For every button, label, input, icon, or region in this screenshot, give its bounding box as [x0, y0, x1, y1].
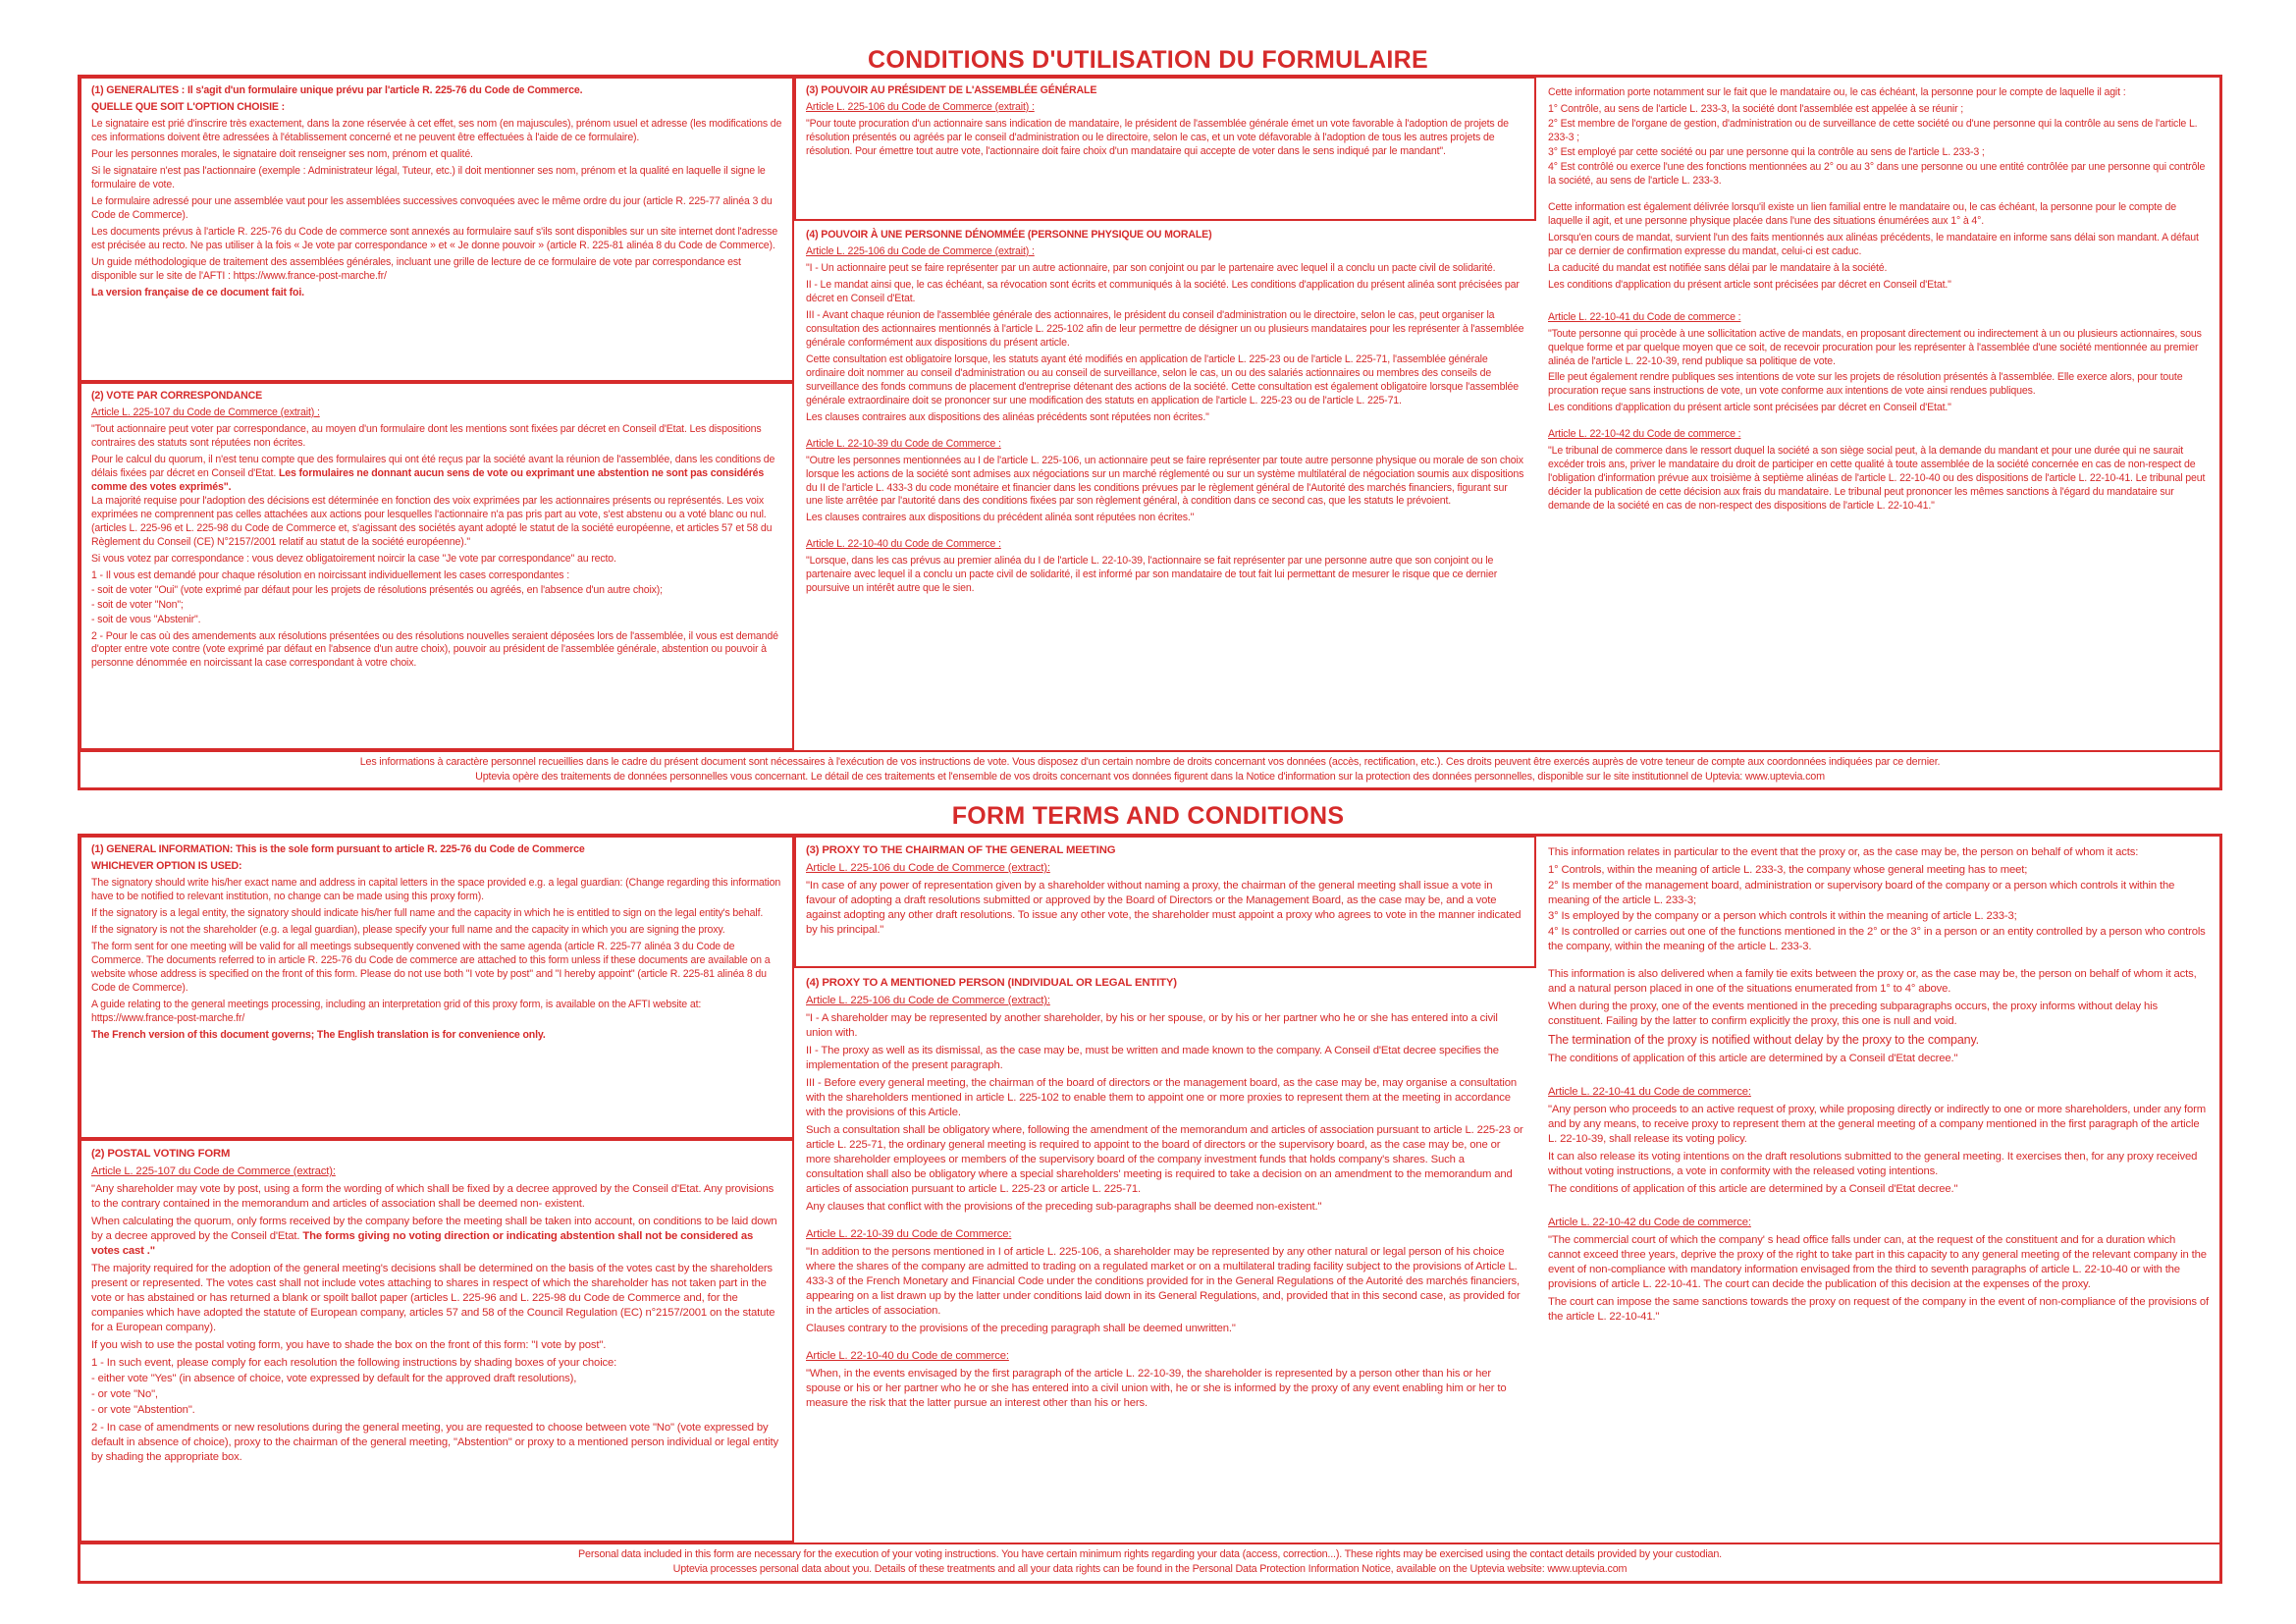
fr-s1-subheading: QUELLE QUE SOIT L'OPTION CHOISIE : [91, 100, 285, 113]
en-right-item: 2° Is member of the management board, administration or supervisory board of the company or a person which controls it within the meaning of the article L. 233-3; [1548, 880, 2175, 907]
fr-section-1 [80, 77, 794, 382]
fr-s2-quote2-text: Pour le calcul du quorum, il n'est tenu compte que des formulaires qui ont été reçus par la société avant la réunion de l'assemblée, dans les conditions de délais fixées par décret en Conseil d'Etat. [91, 453, 775, 479]
en-s4-para: II - The proxy as well as its dismissal, as the case may be, must be written and made known to the company. A Conseil d'Etat decree specifies the implementation of the present paragraph. [806, 1045, 1499, 1072]
en-s1-para: The form sent for one meeting will be valid for all meetings subsequently convened with the same agenda (article R. 225-77 alinéa 3 du Code de Commerce. The documents referred to in article R. 225-76 du Code de commerce are attached to this form unless if these documents are available on a website whose address is specified on the front of this form. Please do not use both "I vote by post" and "I hereby appoint" (article R. 225-81 alinéa 8 du Code de Commerce). [91, 940, 771, 994]
fr-right-item: 4° Est contrôlé ou exerce l'une des fonctions mentionnées au 2° ou au 3° dans une personne ou une entité contrôlée par une personne qui contrôle la société, au sens de l'article L. 233-3. [1548, 160, 2206, 187]
fr-s4-quote2: "Outre les personnes mentionnées au I de l'article L. 225-106, un actionnaire peut se faire représenter par toute autre personne physique ou morale de son choix lorsque les actions de la société sont admises aux négociations sur un marché réglementé ou sur un système multilatéral de négociation soumis aux dispositions du II de l'article L. 433-3 du code monétaire et financier dans les conditions prévues par le règlement général de l'Autorité des marchés financiers, figurant sur une liste arrêtée par l'autorité dans des conditions fixées par son règlement général, à condition dans ce second cas, que les statuts le prévoient. [806, 454, 1524, 508]
spacer [806, 1218, 1524, 1227]
fr-s3-quote: "Pour toute procuration d'un actionnaire sans indication de mandataire, le président de l'assemblée générale émet un vote favorable à l'adoption de projets de résolution présentés ou agréés par le conseil d'administration ou le directoire, selon le cas, et un vote défavorable à l'adoption de tous les autres projets de résolution. Pour émettre tout autre vote, l'actionnaire doit faire choix d'un mandataire qui accepte de voter dans le sens indiqué par le mandant". [806, 117, 1509, 157]
en-right-ref2: Article L. 22-10-42 du Code de commerce: [1548, 1216, 1751, 1228]
fr-right-quote1c: Les conditions d'application du présent article sont précisées par décret en Conseil d'Etat." [1548, 402, 1951, 414]
en-s2-para: 2 - In case of amendments or new resolutions during the general meeting, you are requested to choose between vote "No" (vote expressed by default in absence of choice), proxy to the chairman of the general meeting, "Abstention" or proxy to a mentioned person individual or legal entity by shading the appropriate box. [91, 1422, 778, 1464]
en-s2-ref: Article L. 225-107 du Code de Commerce (extract): [91, 1165, 336, 1178]
en-s1-para: If the signatory is a legal entity, the signatory should indicate his/her full name and the capacity in which he is entitled to sign on the legal entity's behalf. [91, 906, 764, 919]
fr-footer-line1: Les informations à caractère personnel recueillies dans le cadre du présent document sont nécessaires à l'exécution de vos instructions de vote. Vous disposez d'un certain nombre de droits concernant vos données (accès, rectification, etc.). Ces droits peuvent être exercés auprès de votre teneur de compte aux coordonnées indiquées par ce dernier. [359, 756, 1941, 768]
en-s4-quote2b: Clauses contrary to the provisions of the preceding paragraph shall be deemed unwritten." [806, 1323, 1236, 1335]
spacer [1548, 418, 2211, 428]
en-right-item: 4° Is controlled or carries out one of the functions mentioned in the 2° or the 3° in a person or an entity controlled by a person who controls the company, within the meaning of the article L. 233-3. [1548, 926, 2206, 953]
en-s4-ref3: Article L. 22-10-40 du Code de commerce: [806, 1350, 1009, 1363]
fr-s4-para: Cette consultation est obligatoire lorsque, les statuts ayant été modifiés en application de l'article L. 225-23 ou de l'article L. 225-71, l'assemblée générale ordinaire doit nommer au conseil d'administration ou au conseil de surveillance, selon le cas, un ou des salariés actionnaires ou membres des conseils de surveillance des fonds communs de placement d'entreprise détenant des actions de la société. Cette consultation est également obligatoire lorsque l'assemblée générale extraordinaire doit se prononcer sur une modification des statuts en application de l'article L. 225-23 ou de l'article L. 225-71. [806, 352, 1520, 406]
en-s3-quote: "In case of any power of representation given by a shareholder without naming a proxy, the chairman of the general meeting shall issue a vote in favour of adopting a draft resolutions submitted or approved by the Board of Directors or the Management Board, as the case may be, and a vote against adopting any other draft resolutions. To issue any other vote, the shareholder must appoint a proxy who agrees to vote in the manner indicated by his principal." [806, 880, 1522, 937]
fr-section-2 [80, 382, 794, 750]
fr-s2-ref: Article L. 225-107 du Code de Commerce (extrait) : [91, 406, 320, 418]
en-title: FORM TERMS AND CONDITIONS [951, 802, 1345, 830]
en-s2-quote2-bold: The forms giving no voting direction or indicating abstention shall not be considered as votes cast ." [91, 1230, 754, 1258]
fr-section-4 [796, 223, 1534, 748]
fr-right-ref2: Article L. 22-10-42 du Code de commerce : [1548, 428, 1741, 441]
fr-s1-para: Pour les personnes morales, le signataire doit renseigner ses nom, prénom et qualité. [91, 147, 473, 160]
en-footer [78, 1547, 2222, 1576]
en-s4-quote3: "When, in the events envisaged by the first paragraph of the article L. 22-10-39, the shareholder is represented by a person other than his or her spouse or his or her partner who he or she has entered into a civil union with, he or she is informed by the proxy of any event enabling him or her to measure the risk that the latter pursue an interest other than his or hers. [806, 1368, 1507, 1410]
en-section-3 [794, 836, 1536, 968]
fr-right-para: Lorsqu'en cours de mandat, survient l'un des faits mentionnés aux alinéas précédents, le mandataire en informe sans délai son mandant. A défaut par ce dernier de confirmation expresse du mandat, celui-ci est caduc. [1548, 231, 2199, 257]
fr-s4-quote2b: Les clauses contraires aux dispositions du précédent alinéa sont réputées non écrites." [806, 512, 1195, 524]
fr-right-intro: Cette information porte notamment sur le fait que le mandataire ou, le cas échéant, la personne pour le compte de laquelle il agit : [1548, 86, 2126, 98]
en-section-4 [796, 970, 1534, 1543]
fr-right-ref1: Article L. 22-10-41 du Code de commerce : [1548, 310, 1741, 323]
en-footer-line2: Uptevia processes personal data about you. Details of these treatments and all your data rights can be found in the Personal Data Protection Information Notice, available on the Uptevia website: www.uptevia.com [672, 1562, 1628, 1575]
en-footer-line1: Personal data included in this form are necessary for the execution of your voting instructions. You have certain minimum rights regarding your data (access, correction...). These rights may be exercised using the contact details provided by your custodian. [578, 1548, 1722, 1560]
spacer [1548, 1200, 2211, 1216]
fr-s1-para: Le formulaire adressé pour une assemblée vaut pour les assemblées successives convoquées avec le même ordre du jour (article R. 225-77 alinéa 3 du Code de Commerce). [91, 194, 773, 221]
fr-s2-para: - soit de voter "Oui" (vote exprimé par défaut pour les projets de résolutions présentés ou agréés, en l'absence d'un autre choix); [91, 583, 663, 596]
en-right-intro: This information relates in particular to the event that the proxy or, as the case may be, the person on behalf of whom it acts: [1548, 846, 2139, 858]
en-s4-para: "I - A shareholder may be represented by another shareholder, by his or her spouse, or by his or her partner who he or she has entered into a civil union with. [806, 1012, 1498, 1040]
fr-right-item: 2° Est membre de l'organe de gestion, d'administration ou de surveillance de cette société ou d'une personne qui la contrôle au sens de l'article L. 233-3 ; [1548, 117, 2198, 143]
fr-s1-para: Si le signataire n'est pas l'actionnaire (exemple : Administrateur légal, Tuteur, etc.) il doit mentionner ses nom, prénom et la qualité en laquelle il signe le formulaire de vote. [91, 164, 766, 190]
en-right-para: This information is also delivered when a family tie exits between the proxy or, as the case may be, the person on behalf of whom it acts, and a natural person placed in one of the situations enumerated from 1° to 4° above. [1548, 968, 2197, 996]
fr-right-para: Cette information est également délivrée lorsqu'il existe un lien familial entre le mandataire ou, le cas échéant, la personne pour le compte de laquelle il agit, et une personne physique placée dans l'une des situations énumérées aux 1° à 4°. [1548, 200, 2176, 227]
fr-s1-para: Le signataire est prié d'inscrire très exactement, dans la zone réservée à cet effet, ses nom (en majuscules), prénom usuel et adresse (les modifications de ces informations doivent être adressées à l'établissement concerné et ne peuvent être effectuées à l'aide de ce formulaire). [91, 117, 782, 143]
en-s1-subheading: WHICHEVER OPTION IS USED: [91, 859, 242, 872]
en-s4-heading: (4) PROXY TO A MENTIONED PERSON (INDIVIDUAL OR LEGAL ENTITY) [806, 977, 1177, 989]
spacer [1548, 1069, 2211, 1085]
fr-s4-para: "I - Un actionnaire peut se faire représenter par un autre actionnaire, par son conjoint ou par le partenaire avec lequel il a conclu un pacte civil de solidarité. [806, 261, 1496, 274]
en-s2-para: If you wish to use the postal voting form, you have to shade the box on the front of this form: "I vote by post". [91, 1339, 607, 1352]
spacer [806, 1339, 1524, 1349]
en-section-2 [80, 1139, 794, 1543]
en-s2-para: The majority required for the adoption of the general meeting's decisions shall be determined on the basis of the votes cast by the shareholders present or represented. The votes cast shall not include votes attaching to shares in respect of which the shareholder has not taken part in the vote or has abstained or has returned a blank or spoilt ballot paper (articles L. 225-96 and L. 225-98 du Code de Commerce and, for the companies which have adopted the statute of European company, articles 57 and 58 of the Council Regulation (EC) n°2157/2001 on the statute for a European company). [91, 1263, 775, 1334]
en-right-para: The termination of the proxy is notified without delay by the proxy to the company. [1548, 1033, 1979, 1048]
fr-right-quote2: "Le tribunal de commerce dans le ressort duquel la société a son siège social peut, à la demande du mandant et pour une durée qui ne saurait excéder trois ans, priver le mandataire du droit de participer en cette qualité à toute assemblée de la société concernée en cas de non-respect de l'obligation d'information prévue aux troisième à septième alinéas de l'article L. 22-10-40 ou des dispositions de l'article L. 22-10-41. Le tribunal peut décider la publication de cette décision aux frais du mandataire. Le tribunal peut prononcer les mêmes sanctions à l'égard du mandataire sur demande de la société en cas de non-respect des dispositions de l'article L. 22-10-41." [1548, 445, 2206, 513]
en-footer-divider [78, 1543, 2222, 1544]
fr-s4-para: Les clauses contraires aux dispositions des alinéas précédents sont réputées non écrites." [806, 410, 1209, 423]
en-s2-quote: "Any shareholder may vote by post, using a form the wording of which shall be fixed by a decree approved by the Conseil d'Etat. Any provisions to the contrary contained in the memorandum and articles of association shall be deemed non- existent. [91, 1183, 774, 1211]
spacer [1548, 957, 2211, 967]
fr-footer-line2: Uptevia opère des traitements de données personnelles vous concernant. Le détail de ces traitements et l'ensemble de vos droits concernant vos données figurent dans la Notice d'information sur la protection des données personnelles, disponible sur le site institutionnel de Uptevia: www.uptevia.com [475, 770, 1825, 783]
fr-right-para: Les conditions d'application du présent article sont précisées par décret en Conseil d'Etat." [1548, 278, 1951, 291]
en-right-ref1: Article L. 22-10-41 du Code de commerce: [1548, 1085, 1751, 1098]
en-right-para: The conditions of application of this article are determined by a Conseil d'Etat decree." [1548, 1052, 1958, 1064]
spacer [1548, 191, 2211, 201]
en-right-para: When during the proxy, one of the events mentioned in the preceding subparagraphs occurs, the proxy informs without delay his constituent. Failing by the latter to confirm explicitly the proxy, this one is null and void. [1548, 1001, 2158, 1028]
en-right-quote1: "Any person who proceeds to an active request of proxy, while proposing directly or indirectly to one or more shareholders, under any form and by any means, to receive proxy to represent them at the general meeting of a company mentioned in the first paragraph of the article L. 22-10-39, shall release its voting policy. [1548, 1103, 2207, 1145]
en-s3-ref: Article L. 225-106 du Code de Commerce (extract): [806, 862, 1050, 875]
en-s2-para: - or vote "Abstention". [91, 1404, 195, 1417]
spacer [1548, 296, 2211, 311]
fr-s2-para: 2 - Pour le cas où des amendements aux résolutions présentées ou des résolutions nouvelles seraient déposées lors de l'assemblée, il vous est demandé d'opter entre vote contre (vote exprimé par défaut en l'absence d'un autre choix), pouvoir au président de l'assemblée générale, abstention ou pouvoir à personne dénommée en noircissant la case correspondant à votre choix. [91, 629, 778, 670]
fr-s1-closing: La version française de ce document fait foi. [91, 286, 304, 298]
fr-s2-quote2 [91, 454, 782, 495]
en-s4-ref2: Article L. 22-10-39 du Code de Commerce: [806, 1228, 1012, 1241]
fr-s2-para: 1 - Il vous est demandé pour chaque résolution en noircissant individuellement les cases correspondantes : [91, 568, 570, 581]
fr-s2-para: La majorité requise pour l'adoption des décisions est déterminée en fonction des voix exprimées par les actionnaires présents ou représentés. Les voix exprimées ne comprennent pas celles attachées aux actions pour lesquelles l'actionnaire n'a pas pris part au vote, s'est abstenu ou a voté blanc ou nul. (articles L. 225-96 et L. 225-98 du Code de Commerce et, s'agissant des sociétés ayant adopté le statut de la société européenne, et articles 57 et 58 du Règlement du Conseil (CE) N°2157/2001 relatif au statut de la société européenne)." [91, 494, 773, 548]
fr-s4-ref2: Article L. 22-10-39 du Code de Commerce : [806, 437, 1001, 450]
en-right-quote1b: It can also release its voting intentions on the draft resolutions submitted to the general meeting. It exercises then, for any proxy received without voting instructions, a vote in conformity with the released voting intentions. [1548, 1150, 2198, 1177]
fr-right-quote1b: Elle peut également rendre publiques ses intentions de vote sur les projets de résolution présentés à l'assemblée. Elle exerce alors, pour toute procuration reçue sans instructions de vote, un vote conforme aux intentions de vote ainsi rendues publiques. [1548, 371, 2183, 398]
en-s1-para: If the signatory is not the shareholder (e.g. a legal guardian), please specify your full name and the capacity in which you are signing the proxy. [91, 923, 725, 936]
fr-s1-para: Un guide méthodologique de traitement des assemblées générales, incluant une grille de lecture de ce formulaire de vote par correspondance est disponible sur le site de l'AFTI : https://www.france-post-marche.fr/ [91, 255, 741, 282]
fr-right-quote1: "Toute personne qui procède à une sollicitation active de mandats, en proposant directement ou indirectement à un ou plusieurs actionnaires, sous quelque forme et par quelque moyen que ce soit, de recevoir procuration pour les représenter à l'assemblée d'une société mentionnée au premier alinéa de l'article L. 22-10-39, rend publique sa politique de vote. [1548, 327, 2202, 367]
fr-section-3 [794, 77, 1536, 221]
fr-s1-heading: (1) GENERALITES : Il s'agit d'un formulaire unique prévu par l'article R. 225-76 du Code de Commerce. [91, 84, 583, 96]
fr-right-para: La caducité du mandat est notifiée sans délai par le mandataire à la société. [1548, 261, 1888, 274]
fr-s2-quote: "Tout actionnaire peut voter par correspondance, au moyen d'un formulaire dont les mentions sont fixées par décret en Conseil d'Etat. Les dispositions contraires des statuts sont réputées non écrites. [91, 422, 762, 449]
en-right-quote2: "The commercial court of which the company' s head office falls under can, at the request of the constituent and for a duration which cannot exceed three years, deprive the proxy of the right to take part in this capacity to any general meeting of the relevant company in the event of non-compliance with mandatory information envisaged from the third to seventh paragraphs of article L. 22-10-40 or with the provisions of article L. 22-10-41. The court can decide the publication of this decision at the expenses of the proxy. [1548, 1233, 2207, 1290]
fr-s2-para: Si vous votez par correspondance : vous devez obligatoirement noircir la case "Je vote par correspondance" au recto. [91, 552, 616, 565]
en-s2-heading: (2) POSTAL VOTING FORM [91, 1148, 231, 1160]
en-right-quote2b: The court can impose the same sanctions towards the proxy on request of the company in the event of non-compliance of the provisions of the article L. 22-10-41." [1548, 1296, 2210, 1324]
fr-footer [78, 755, 2222, 784]
fr-s2-para: - soit de voter "Non"; [91, 598, 184, 611]
en-s1-para: A guide relating to the general meetings processing, including an interpretation grid of this proxy form, is available on the AFTI website at: https://www.france-post-marche.fr/ [91, 998, 702, 1024]
fr-s4-ref: Article L. 225-106 du Code de Commerce (extrait) : [806, 244, 1035, 257]
fr-s4-para: III - Avant chaque réunion de l'assemblée générale des actionnaires, le président du conseil d'administration ou le directoire, selon le cas, peut organiser la consultation des actionnaires mentionnés à l'article L. 225-102 afin de leur permettre de désigner un ou plusieurs mandataires pour les représenter à l'assemblée générale conformément aux dispositions du présent article. [806, 308, 1524, 349]
en-s1-heading: (1) GENERAL INFORMATION: This is the sole form pursuant to article R. 225-76 du Code de Commerce [91, 843, 585, 855]
fr-s4-quote3: "Lorsque, dans les cas prévus au premier alinéa du I de l'article L. 22-10-39, l'actionnaire se fait représenter par une personne autre que son conjoint ou le partenaire avec lequel il a conclu un pacte civil de solidarité, il est informé par son mandataire de tout fait lui permettant de mesurer le risque que ce dernier poursuive un intérêt autre que le sien. [806, 555, 1498, 595]
spacer [806, 528, 1524, 538]
fr-s1-para: Les documents prévus à l'article R. 225-76 du Code de commerce sont annexés au formulaire sauf s'ils sont disponibles sur un site internet dont l'adresse est précisée au recto. Ne pas utiliser à la fois « Je vote par correspondance » et « Je donne pouvoir » (article R. 225-81 alinéa 8 du Code de Commerce). [91, 225, 778, 251]
fr-s2-quote2-bold: Les formulaires ne donnant aucun sens de vote ou exprimant une abstention ne sont pas considérés comme des votes exprimés". [91, 466, 765, 493]
en-right-quote1c: The conditions of application of this article are determined by a Conseil d'Etat decree." [1548, 1182, 1958, 1195]
spacer [806, 428, 1524, 438]
en-s1-para: The signatory should write his/her exact name and address in capital letters in the space provided e.g. a legal guardian: (Change regarding this information have to be notified to relevant institution, no change can be made using this proxy form). [91, 876, 781, 902]
en-section-1 [80, 836, 794, 1139]
en-s4-para: III - Before every general meeting, the chairman of the board of directors or the management board, as the case may be, may organise a consultation with the shareholders mentioned in article L. 225-102 to enable them to appoint one or more proxies to represent them at the meeting in accordance with the provisions of this Article. [806, 1077, 1517, 1119]
en-s2-para: - or vote "No", [91, 1388, 158, 1401]
fr-s4-para: II - Le mandat ainsi que, le cas échéant, sa révocation sont écrits et communiqués à la société. Les conditions d'application du présent alinéa sont précisées par décret en Conseil d'Etat. [806, 278, 1520, 304]
en-right-column [1538, 839, 2220, 1543]
en-s2-para: - either vote "Yes" (in absence of choice, vote expressed by default for the approved draft resolutions), [91, 1373, 577, 1385]
fr-right-item: 3° Est employé par cette société ou par une personne qui la contrôle au sens de l'article L. 233-3 ; [1548, 145, 1985, 158]
fr-s2-para: - soit de vous "Abstenir". [91, 613, 201, 625]
en-s4-quote2: "In addition to the persons mentioned in I of article L. 225-106, a shareholder may be represented by any other natural or legal person of his choice where the shares of the company are admitted to trading on a regulated market or on a multilateral trading facility subject to the provisions of Article L. 433-3 of the French Monetary and Financial Code under the conditions provided for in the General Regulations of the Autorité des marchés financiers, appearing on a list drawn up by the latter under conditions laid down in its General Regulations, and, provided that in this second case, as provided for in the articles of association. [806, 1246, 1521, 1318]
en-s2-quote2-text: When calculating the quorum, only forms received by the company before the meeting shall be taken into account, on conditions to be laid down by a decree approved by the Conseil d'Etat. [91, 1216, 777, 1243]
en-s4-para: Any clauses that conflict with the provisions of the preceding sub-paragraphs shall be deemed non-existent." [806, 1201, 1322, 1214]
fr-right-column [1538, 81, 2220, 748]
fr-footer-divider [78, 750, 2222, 752]
fr-s2-heading: (2) VOTE PAR CORRESPONDANCE [91, 390, 263, 402]
en-s1-closing: The French version of this document governs; The English translation is for convenience only. [91, 1028, 546, 1041]
en-right-item: 3° Is employed by the company or a person which controls it within the meaning of article L. 233-3; [1548, 910, 2017, 923]
en-s4-para: Such a consultation shall be obligatory where, following the amendment of the memorandum and articles of association pursuant to article L. 225-23 or article L. 225-71, the ordinary general meeting is required to appoint to the board of directors or the supervisory board, as the case may be, one or more shareholder employees or members of the supervisory board of the company investment funds that holds company's shares. Such a consultation shall also be obligatory where a special shareholders' meeting is required to take a decision on an amendment to the memorandum and articles of association pursuant to article L. 225-23 or article L. 225-71. [806, 1124, 1523, 1196]
fr-title: CONDITIONS D'UTILISATION DU FORMULAIRE [867, 46, 1429, 74]
en-s4-ref: Article L. 225-106 du Code de Commerce (extract): [806, 995, 1050, 1007]
fr-right-item: 1° Contrôle, au sens de l'article L. 233-3, la société dont l'assemblée est appelée à se réunir ; [1548, 102, 1964, 115]
en-s3-heading: (3) PROXY TO THE CHAIRMAN OF THE GENERAL MEETING [806, 844, 1116, 856]
en-s2-para: 1 - In such event, please comply for each resolution the following instructions by shading boxes of your choice: [91, 1357, 617, 1370]
fr-s4-ref3: Article L. 22-10-40 du Code de Commerce : [806, 538, 1001, 551]
en-s2-quote2 [91, 1215, 782, 1259]
fr-s3-ref: Article L. 225-106 du Code de Commerce (extrait) : [806, 100, 1035, 113]
en-right-item: 1° Controls, within the meaning of article L. 233-3, the company whose general meeting has to meet; [1548, 864, 2028, 877]
fr-s4-heading: (4) POUVOIR À UNE PERSONNE DÉNOMMÉE (PERSONNE PHYSIQUE OU MORALE) [806, 229, 1212, 241]
fr-s3-heading: (3) POUVOIR AU PRÉSIDENT DE L'ASSEMBLÉE GÉNÉRALE [806, 84, 1097, 96]
